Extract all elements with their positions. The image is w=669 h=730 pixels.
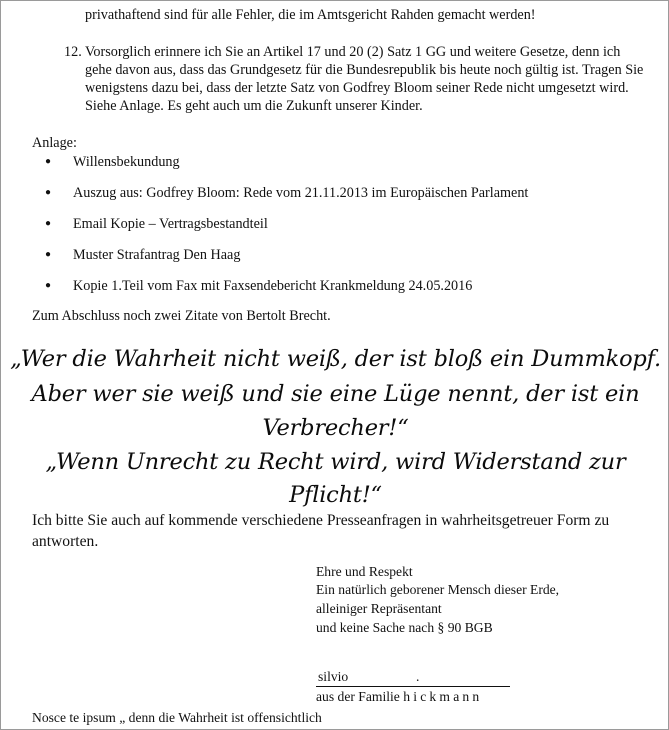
anlage-item: Muster Strafantrag Den Haag: [73, 247, 241, 263]
anlage-item: Kopie 1.Teil vom Fax mit Faxsendebericht Krankmeldung 24.05.2016: [73, 278, 473, 294]
previous-item-continuation: privathaftend sind für alle Fehler, die im Amtsgericht Rahden gemacht werden!: [85, 7, 536, 23]
closing-line: Ehre und Respekt: [316, 564, 413, 579]
request-line: Ich bitte Sie auch auf kommende verschiedene Presseanfragen in wahrheitsgetreuer Form zu: [32, 512, 610, 529]
anlage-item: Email Kopie – Vertragsbestandteil: [73, 216, 268, 232]
list-item-text: [85, 43, 643, 115]
list-item: [45, 277, 472, 295]
paragraph-line: Vorsorglich erinnere ich Sie an Artikel 17 und 20 (2) Satz 1 GG und weitere Gesetze, denn ich: [85, 44, 621, 60]
anlage-heading: Anlage:: [32, 135, 77, 151]
signature-separator: .: [416, 668, 510, 687]
list-item: [45, 184, 528, 202]
quote-line: „Wenn Unrecht zu Recht wird, wird Widerstand zur: [45, 449, 626, 475]
list-item: [45, 246, 240, 264]
family-prefix: aus der Familie: [316, 689, 400, 704]
family-name: hickmann: [403, 689, 483, 704]
bullet-icon: ●: [45, 280, 52, 291]
request-line: antworten.: [32, 533, 99, 550]
anlage-item: Auszug aus: Godfrey Bloom: Rede vom 21.11.2013 im Europäischen Parlament: [73, 185, 529, 201]
anlage-item: Willensbekundung: [73, 154, 180, 170]
quote-line: „Wer die Wahrheit nicht weiß, der ist bloß ein Dummkopf.: [10, 346, 661, 372]
signature-line: [316, 668, 510, 687]
list-item: [45, 153, 180, 171]
family-line: [316, 688, 482, 706]
signature-first-name: silvio: [316, 668, 416, 687]
closing-line: alleiniger Repräsentant: [316, 601, 442, 616]
quote-line: Aber wer sie weiß und sie eine Lüge nennt, der ist ein: [31, 381, 640, 407]
paragraph-line: gehe davon aus, dass das Grundgesetz für die Bundesrepublik bis heute noch gültig ist. Tragen Sie: [85, 62, 644, 78]
closing-line: und keine Sache nach § 90 BGB: [316, 620, 493, 635]
closing-line: Ein natürlich geborener Mensch dieser Erde,: [316, 582, 560, 597]
bullet-icon: ●: [45, 249, 52, 260]
list-item-number: 12.: [64, 44, 82, 60]
list-item: [45, 215, 268, 233]
quotes-intro: Zum Abschluss noch zwei Zitate von Bertolt Brecht.: [32, 308, 331, 324]
footer-motto: Nosce te ipsum „ denn die Wahrheit ist offensichtlich: [32, 710, 322, 725]
bullet-icon: ●: [45, 218, 52, 229]
paragraph-line: Siehe Anlage. Es geht auch um die Zukunft unserer Kinder.: [85, 98, 423, 114]
bullet-icon: ●: [45, 156, 52, 167]
bullet-icon: ●: [45, 187, 52, 198]
paragraph-line: wenigstens dazu bei, dass der letzte Satz von Godfrey Bloom seiner Rede nicht umgesetzt wird.: [85, 80, 629, 96]
quote-line: Verbrecher!“: [262, 415, 409, 441]
quote-line: Pflicht!“: [289, 482, 382, 508]
